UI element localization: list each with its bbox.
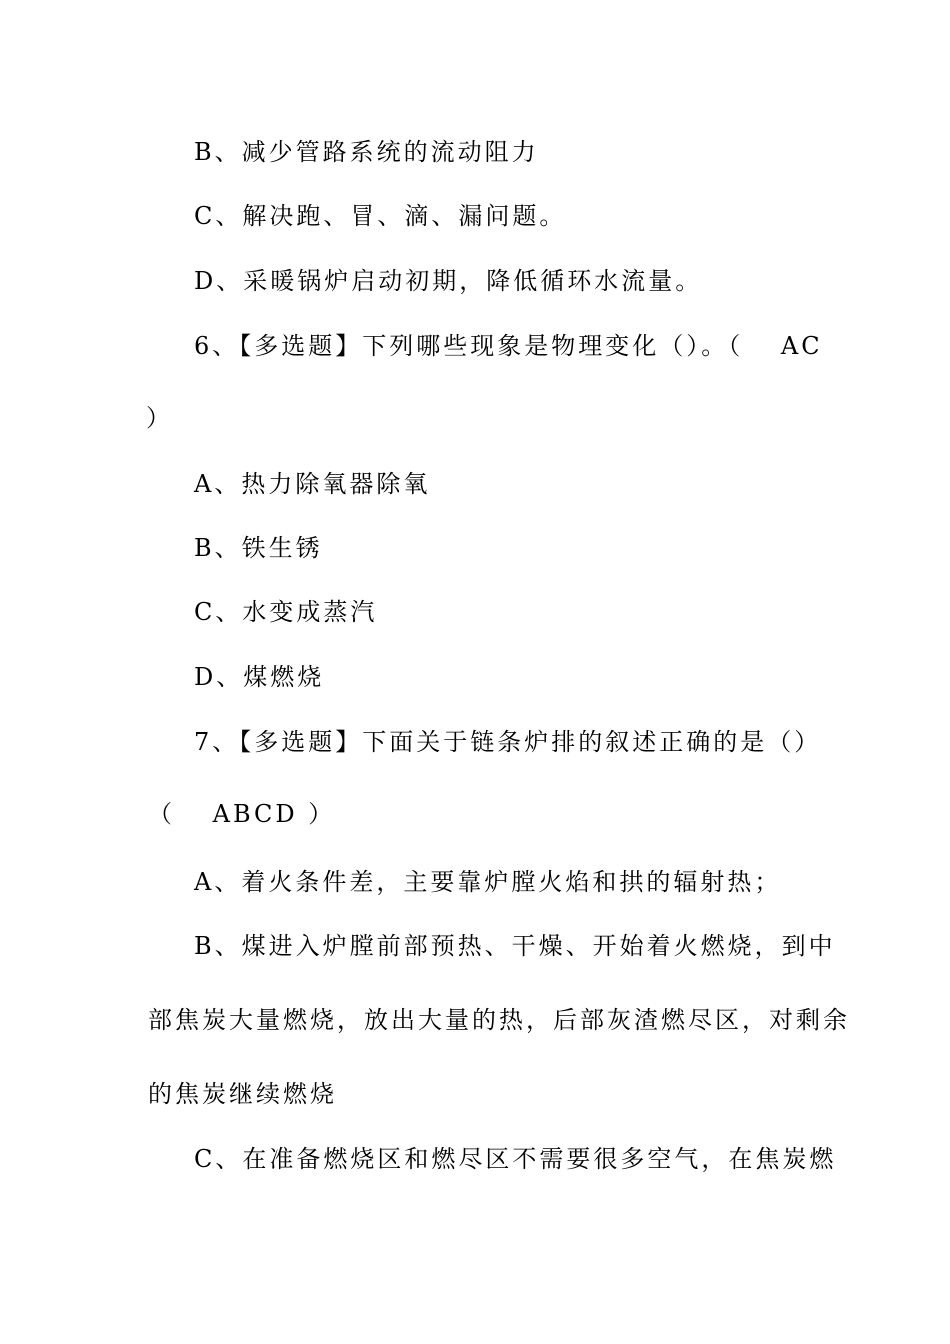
q6-option-c: C、水变成蒸汽 (194, 598, 378, 626)
q7-answer: （ ABCD ） (148, 800, 336, 828)
q6-option-b: B、铁生锈 (194, 534, 323, 562)
q6-answer-close: ） (146, 404, 173, 432)
q7-option-b-continued: 部焦炭大量燃烧，放出大量的热，后部灰渣燃尽区，对剩余 (148, 1006, 850, 1034)
q6-option-a: A、热力除氧器除氧 (194, 470, 431, 498)
q7-option-b-continued-2: 的焦炭继续燃烧 (148, 1080, 337, 1108)
q7-question: 7、【多选题】下面关于链条炉排的叙述正确的是（） (194, 728, 822, 756)
q5-option-b: B、减少管路系统的流动阻力 (194, 138, 539, 166)
q7-option-a: A、着火条件差，主要靠炉膛火焰和拱的辐射热； (194, 868, 782, 896)
q5-option-d: D、采暖锅炉启动初期，降低循环水流量。 (194, 267, 703, 295)
q7-option-c: C、在准备燃烧区和燃尽区不需要很多空气，在焦炭燃 (194, 1145, 837, 1173)
q5-option-c: C、解决跑、冒、滴、漏问题。 (194, 202, 567, 230)
q7-option-b: B、煤进入炉膛前部预热、干燥、开始着火燃烧，到中 (194, 932, 836, 960)
q6-option-d: D、煤燃烧 (194, 663, 325, 691)
q6-question: 6、【多选题】下列哪些现象是物理变化（）。（ AC (194, 332, 823, 360)
